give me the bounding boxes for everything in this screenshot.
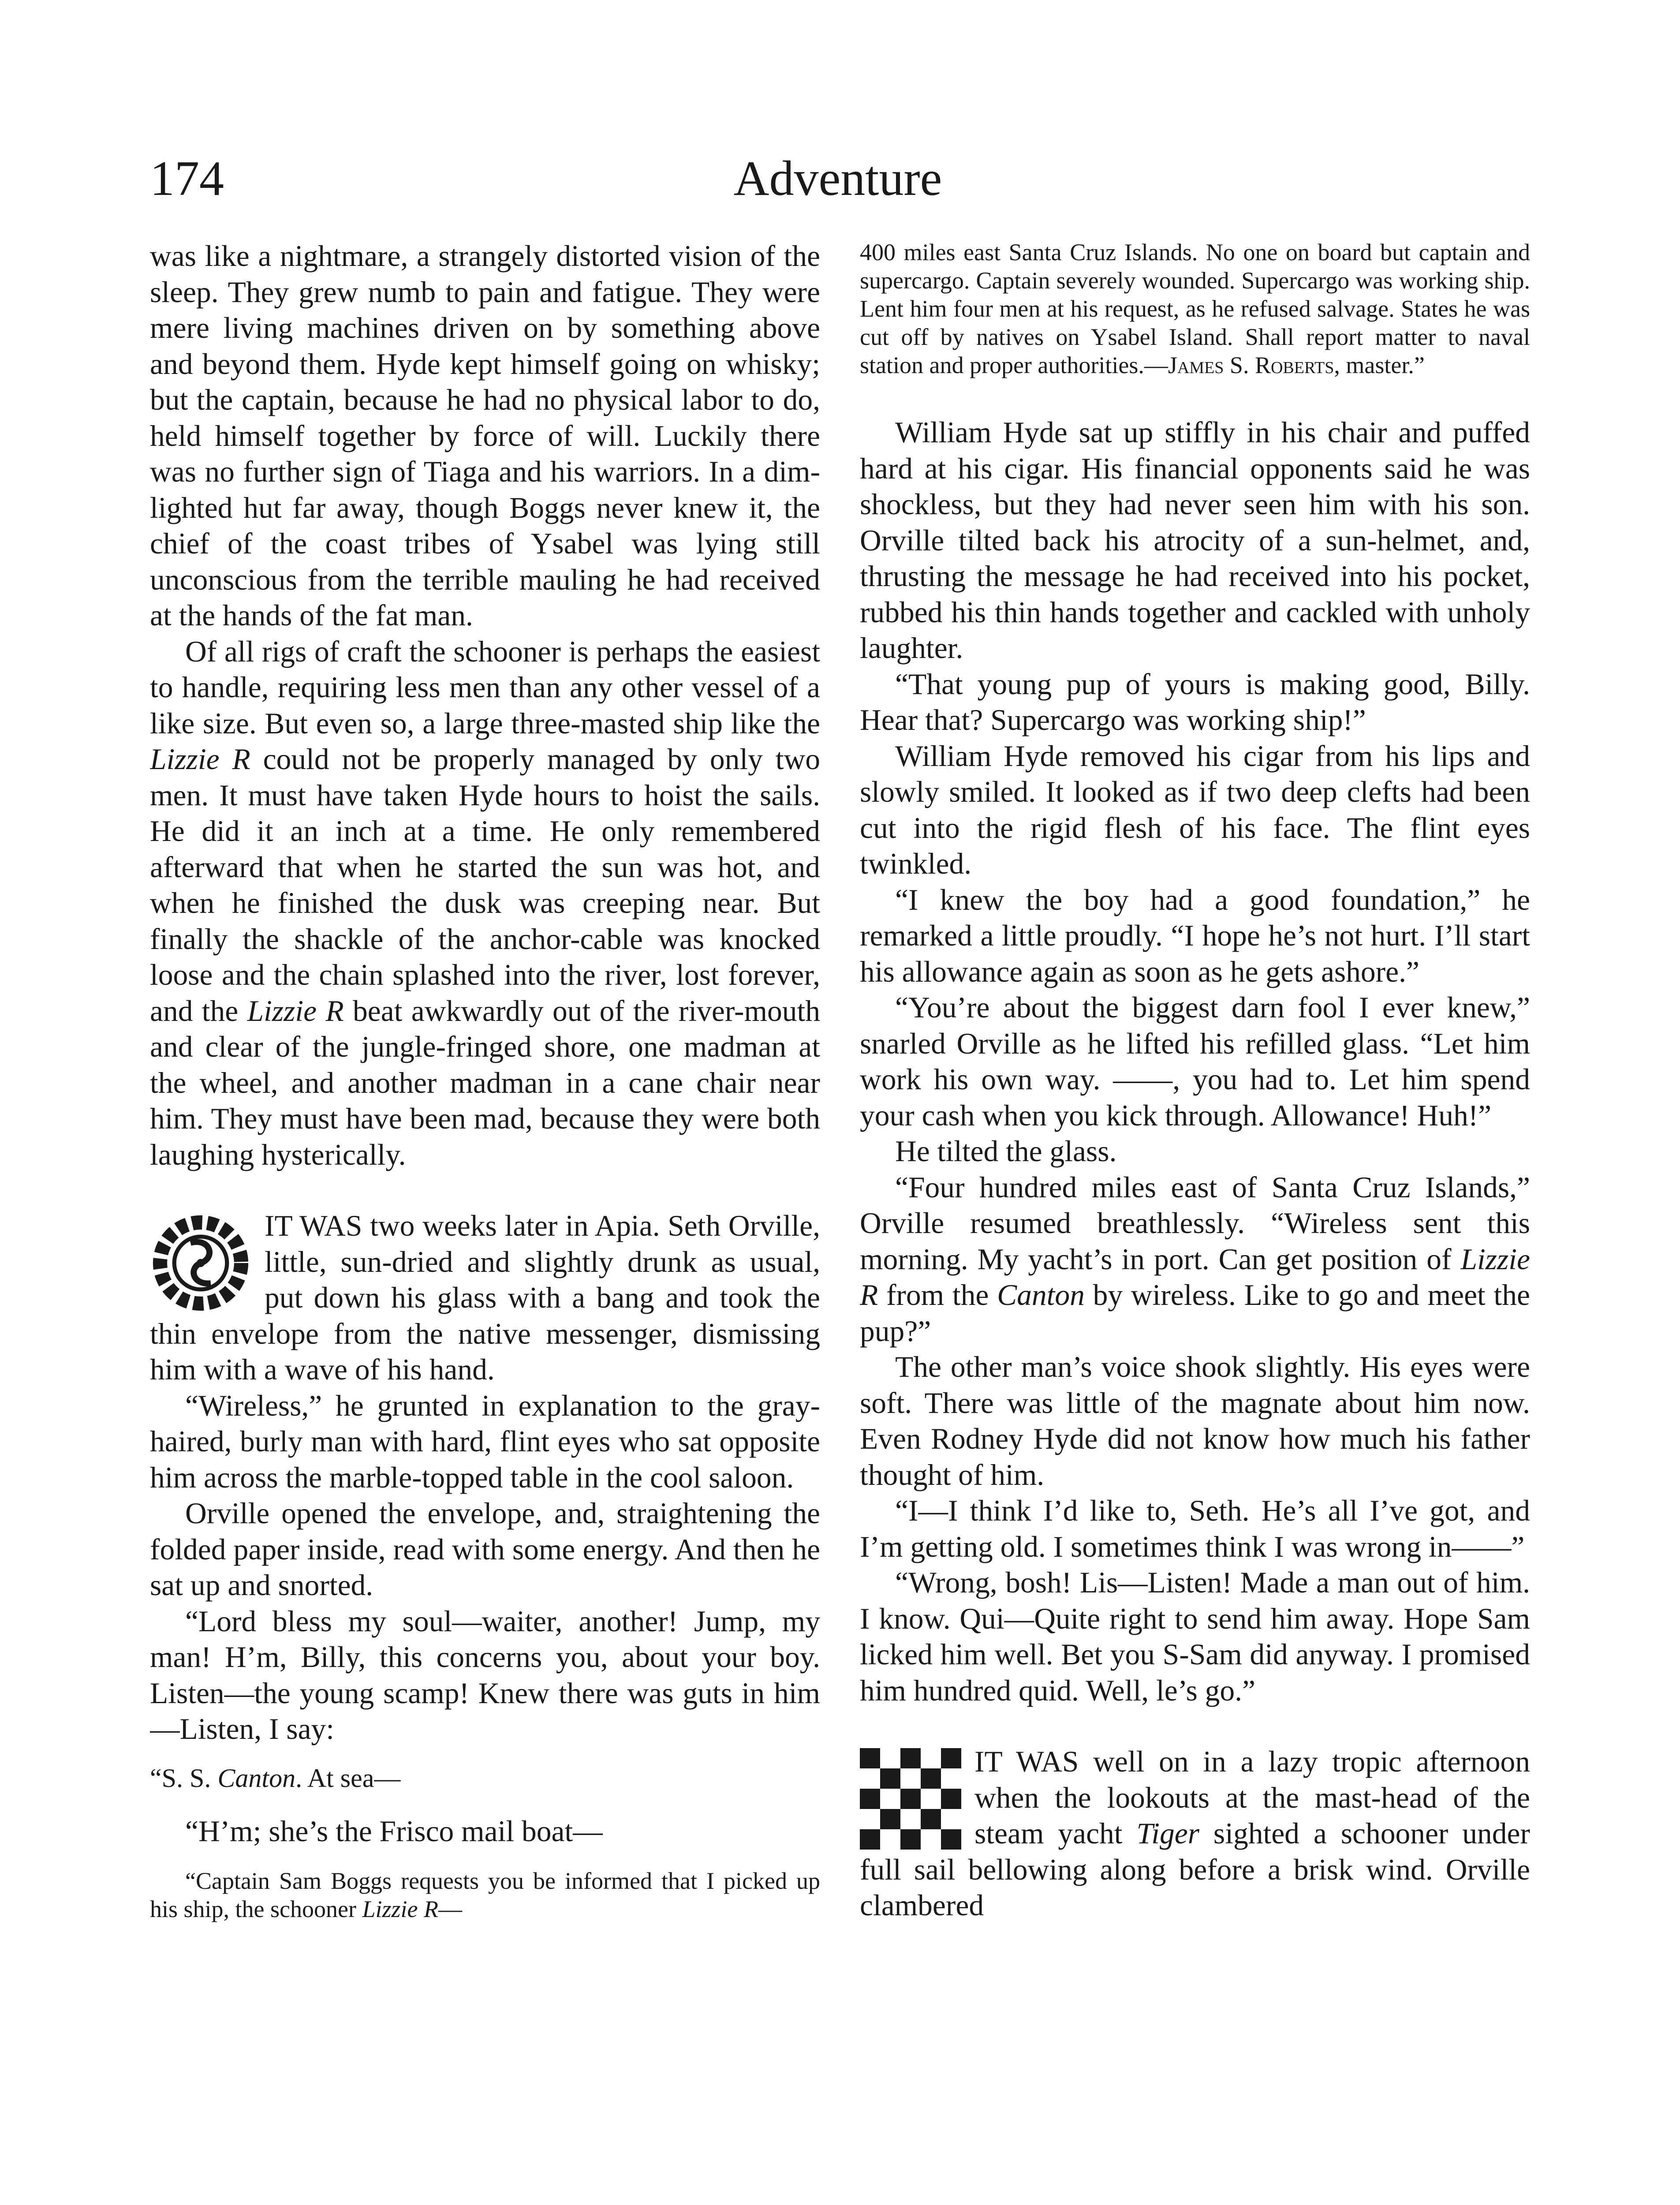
ship-name: Tiger [1136,1817,1200,1850]
magazine-title: Adventure [733,151,942,206]
telegram-header: “S. S. Canton. At sea— [150,1763,401,1793]
ship-name: Lizzie R [247,994,344,1028]
ship-name: Lizzie R [150,743,250,776]
paragraph: “You’re about the biggest darn fool I ever knew,” snarled Orville as he lifted his refilled glass. “Let him work his own way. ——, you had to. Let him spend your cash when you kick through. Allowance! Huh!” [860,991,1530,1132]
paragraph: “Wrong, bosh! Lis—Listen! Made a man out of him. I know. Qui—Quite right to send him away. Hope Sam licked him well. Bet you S-Sam did anyway. I promised him hundred quid. Well, le’s go.” [860,1566,1530,1707]
paragraph: William Hyde removed his cigar from his lips and slowly smiled. It looked as if two deep clefts had been cut into the rigid flesh of his face. The flint eyes twinkled. [860,739,1530,880]
ship-name: Lizzie R [362,1896,438,1922]
checkered-ornament-icon [860,1748,961,1850]
paragraph: was like a nightmare, a strangely distorted vision of the sleep. They grew numb to pain and fatigue. They were mere living machines driven on by something above and beyond them. Hyde kept himself going on whisky; but the captain, because he had no physical labor to do, held himself together by force of will. Luckily there was no further sign of Tiaga and his warriors. In a dim-lighted hut far away, though Boggs never knew it, the chief of the coast tribes of Ysabel was lying still unconscious from the terrible mauling he had received at the hands of the fat man. [150,239,820,632]
telegram-text: 400 miles east Santa Cruz Islands. No one on board but captain and supercargo. Captain severely wounded. Supercargo was working ship. Lent him four men at his request, as he refused salvage. States he was cut off by natives on Ysabel Island. Shall report matter to naval station and proper authorities.—James S. Roberts, master.” [860,239,1530,378]
right-column [860,238,1530,2205]
paragraph: “Wireless,” he grunted in explanation to the gray-haired, burly man with hard, flint eyes who sat opposite him across the marble-topped table in the cool saloon. [150,1389,820,1494]
left-column [150,238,820,2205]
section-opening-paragraph: IT WAS two weeks later in Apia. Seth Orville, little, sun-dried and slightly drunk as usual, put down his glass with a bang and took the thin envelope from the native messenger, dismissing him with a wave of his hand. [150,1209,820,1386]
telegram-signature: James S. Roberts [1168,352,1334,378]
section-opening-paragraph: IT WAS well on in a lazy tropic afternoon when the lookouts at the mast-head of the steam yacht Tiger sighted a schooner under full sail bellowing along before a brisk wind. Orville clambered [860,1745,1530,1922]
page-header [150,146,1526,220]
paragraph: “H’m; she’s the Frisco mail boat— [185,1814,603,1848]
paragraph: “Four hundred miles east of Santa Cruz Islands,” Orville resumed breathlessly. “Wireless sent this morning. My yacht’s in port. Can get position of Lizzie R from the Canton by wireless. Like to go and meet the pup?” [860,1170,1530,1348]
paragraph: “Lord bless my soul—waiter, another! Jump, my man! H’m, Billy, this concerns you, about your boy. Listen—the young scamp! Knew there was guts in him—Listen, I say: [150,1604,820,1745]
paragraph: “That young pup of yours is making good, Billy. Hear that? Supercargo was working ship!” [860,667,1530,736]
ship-name: Lizzie R [860,1242,1530,1312]
telegram-text: “Captain Sam Boggs requests you be informed that I picked up his ship, the schooner Lizzie R— [150,1868,820,1922]
ship-name: Canton [217,1763,296,1793]
paragraph: “I—I think I’d like to, Seth. He’s all I’ve got, and I’m getting old. I sometimes think I was wrong in——” [860,1494,1530,1563]
paragraph: He tilted the glass. [895,1135,1117,1168]
paragraph: “I knew the boy had a good foundation,” he remarked a little proudly. “I hope he’s not hurt. I’ll start his allowance again as soon as he gets ashore.” [860,883,1530,988]
page-number: 174 [150,151,224,206]
floral-wreath-ornament-icon [150,1212,251,1314]
paragraph: The other man’s voice shook slightly. His eyes were soft. There was little of the magnate about him now. Even Rodney Hyde did not know how much his father thought of him. [860,1350,1530,1491]
paragraph: Of all rigs of craft the schooner is perhaps the easiest to handle, requiring less men than any other vessel of a like size. But even so, a large three-masted ship like the Lizzie R could not be properly managed by only two men. It must have taken Hyde hours to hoist the sails. He did it an inch at a time. He only remembered afterward that when he started the sun was hot, and when he finished the dusk was creeping near. But finally the shackle of the anchor-cable was knocked loose and the chain splashed into the river, lost forever, and the Lizzie R beat awkwardly out of the river-mouth and clear of the jungle-fringed shore, one madman at the wheel, and another madman in a cane chair near him. They must have been mad, because they were both laughing hysterically. [150,635,820,1171]
ship-name: Canton [997,1278,1085,1312]
paragraph: Orville opened the envelope, and, straightening the folded paper inside, read with some energy. And then he sat up and snorted. [150,1497,820,1602]
paragraph: William Hyde sat up stiffly in his chair and puffed hard at his cigar. His financial opponents said he was shockless, but they had never seen him with his son. Orville tilted back his atrocity of a sun-helmet, and, thrusting the message he had received into his pocket, rubbed his thin hands together and cackled with unholy laughter. [860,416,1530,665]
